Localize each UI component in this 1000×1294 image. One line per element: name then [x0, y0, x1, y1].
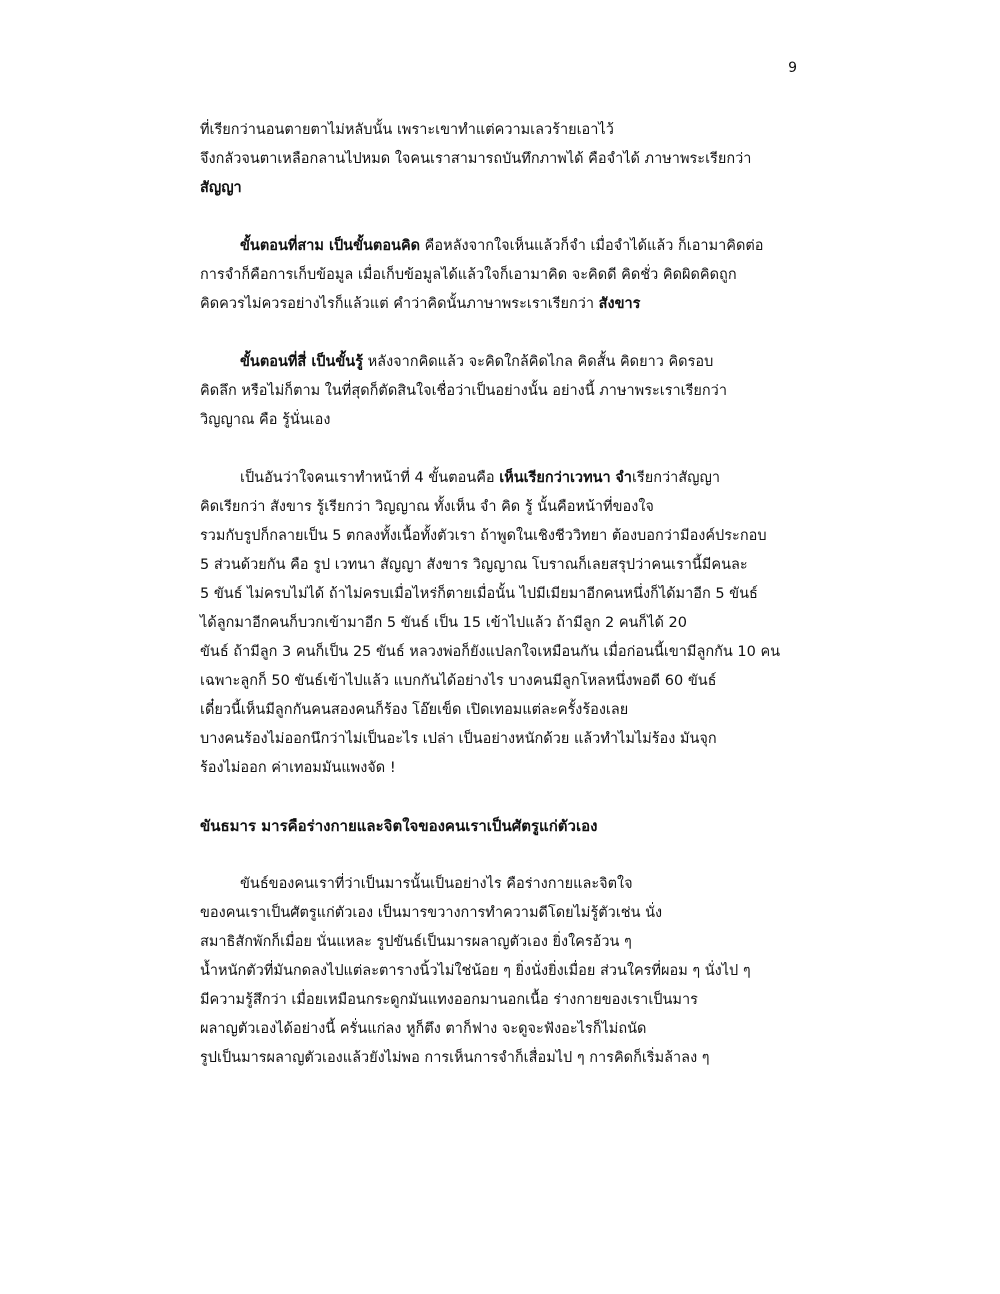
- term-jam: จำ: [615, 470, 632, 486]
- text-line: เดี๋ยวนี้เห็นมีลูกกันคนสองคนก็ร้อง โอ๊ยเข็ด เปิดเทอมแต่ละครั้งร้องเลย: [200, 702, 629, 718]
- text-line: คิดลึก หรือไม่ก็ตาม ในที่สุดก็ตัดสินใจเชื่อว่าเป็นอย่างนั้น อย่างนี้ ภาษาพระเราเรียกว่า: [200, 383, 727, 399]
- text-line: จึงกลัวจนตาเหลือกลานไปหมด ใจคนเราสามารถบันทึกภาพได้ คือจำได้ ภาษาพระเรียกว่า: [200, 151, 752, 167]
- text-line: บางคนร้องไม่ออกนึกว่าไม่เป็นอะไร เปล่า เป็นอย่างหนักด้วย แล้วทำไมไม่ร้อง มันจุก: [200, 731, 717, 747]
- paragraph-1: [200, 116, 805, 203]
- text-line: คิดเรียกว่า สังขาร รู้เรียกว่า วิญญาณ ทั้งเห็น จำ คิด รู้ นั้นคือหน้าที่ของใจ: [200, 499, 654, 515]
- text-line: วิญญาณ คือ รู้นั่นเอง: [200, 412, 331, 428]
- paragraph-gap: [200, 783, 805, 812]
- text-line: ของคนเราเป็นศัตรูแก่ตัวเอง เป็นมารขวางการทำความดีโดยไม่รู้ตัวเช่น นั่ง: [200, 905, 663, 921]
- paragraph-5: [200, 870, 805, 1073]
- paragraph-gap: [200, 841, 805, 870]
- section-heading: ขันธมาร มารคือร่างกายและจิตใจของคนเราเป็นศัตรูแก่ตัวเอง: [200, 817, 598, 835]
- text-run: เป็นอันว่าใจคนเราทำหน้าที่ 4 ขั้นตอนคือ: [240, 470, 500, 486]
- text-line: ร้องไม่ออก ค่าเทอมมันแพงจัด !: [200, 760, 396, 776]
- term-sangkhan: สังขาร: [598, 296, 641, 312]
- page-number: 9: [788, 60, 797, 76]
- document-body: [200, 116, 805, 1073]
- text-line: เฉพาะลูกก็ 50 ขันธ์เข้าไปแล้ว แบกกันได้อย่างไร บางคนมีลูกโหลหนึ่งพอดี 60 ขันธ์: [200, 673, 717, 689]
- text-line: น้ำหนักตัวที่มันกดลงไปแต่ละตารางนิ้วไม่ใช่น้อย ๆ ยิ่งนั่งยิ่งเมื่อย ส่วนใครที่ผอม ๆ นั่งไป ๆ: [200, 963, 751, 979]
- text-line: [200, 290, 805, 319]
- text-run: คิดควรไม่ควรอย่างไรก็แล้วแต่ คำว่าคิดนั้นภาษาพระเราเรียกว่า: [200, 296, 599, 312]
- text-run: เรียกว่าสัญญา: [631, 470, 720, 486]
- text-line: รวมกับรูปก็กลายเป็น 5 ตกลงทั้งเนื้อทั้งตัวเรา ถ้าพูดในเชิงชีววิทยา ต้องบอกว่ามีองค์ประกอบ: [200, 528, 767, 544]
- text-line: ขันธ์ของคนเราที่ว่าเป็นมารนั้นเป็นอย่างไร คือร่างกายและจิตใจ: [240, 876, 633, 892]
- paragraph-3: [200, 348, 805, 435]
- text-line: [200, 348, 805, 377]
- term-vedana: เห็นเรียกว่าเวทนา: [499, 470, 611, 486]
- text-run: คือหลังจากใจเห็นแล้วก็จำ เมื่อจำได้แล้ว ก็เอามาคิดต่อ: [420, 238, 764, 254]
- paragraph-gap: [200, 435, 805, 464]
- text-line: สมาธิสักพักก็เมื่อย นั่นแหละ รูปขันธ์เป็นมารผลาญตัวเอง ยิ่งใครอ้วน ๆ: [200, 934, 632, 950]
- text-run: หลังจากคิดแล้ว จะคิดใกล้คิดไกล คิดสั้น คิดยาว คิดรอบ: [363, 354, 714, 370]
- text-line: ขันธ์ ถ้ามีลูก 3 คนก็เป็น 25 ขันธ์ หลวงพ่อก็ยังแปลกใจเหมือนกัน เมื่อก่อนนี้เขามีลูกกัน 10 คน: [200, 644, 781, 660]
- paragraph-gap: [200, 203, 805, 232]
- paragraph-2: [200, 232, 805, 319]
- text-line: ที่เรียกว่านอนตายตาไม่หลับนั้น เพราะเขาทำแต่ความเลวร้ายเอาไว้: [200, 122, 614, 138]
- text-line: การจำก็คือการเก็บข้อมูล เมื่อเก็บข้อมูลได้แล้วใจก็เอามาคิด จะคิดดี คิดชั่ว คิดผิดคิดถูก: [200, 267, 737, 283]
- text-line: มีความรู้สึกว่า เมื่อยเหมือนกระดูกมันแทงออกมานอกเนื้อ ร่างกายของเราเป็นมาร: [200, 992, 698, 1008]
- paragraph-gap: [200, 319, 805, 348]
- text-line: 5 ส่วนด้วยกัน คือ รูป เวทนา สัญญา สังขาร วิญญาณ โบราณก็เลยสรุปว่าคนเรานี้มีคนละ: [200, 557, 748, 573]
- term-sanya: สัญญา: [200, 180, 242, 196]
- text-line: ผลาญตัวเองได้อย่างนี้ ครั่นแก่ลง หูก็ตึง ตาก็ฟาง จะดูจะฟังอะไรก็ไม่ถนัด: [200, 1021, 647, 1037]
- text-line: รูปเป็นมารผลาญตัวเองแล้วยังไม่พอ การเห็นการจำก็เสื่อมไป ๆ การคิดก็เริ่มล้าลง ๆ: [200, 1050, 710, 1066]
- text-line: 5 ขันธ์ ไม่ครบไม่ได้ ถ้าไม่ครบเมื่อไหร่ก็ตายเมื่อนั้น ไปมีเมียมาอีกคนหนึ่งก็ได้มาอีก 5 ขันธ์: [200, 586, 758, 602]
- text-line: [200, 464, 805, 493]
- step-four-title: ขั้นตอนที่สี่ เป็นขั้นรู้: [240, 354, 364, 370]
- text-line: ได้ลูกมาอีกคนก็บวกเข้ามาอีก 5 ขันธ์ เป็น 15 เข้าไปแล้ว ถ้ามีลูก 2 คนก็ได้ 20: [200, 615, 687, 631]
- paragraph-4: [200, 464, 805, 783]
- text-line: [200, 232, 805, 261]
- step-three-title: ขั้นตอนที่สาม เป็นขั้นตอนคิด: [240, 238, 421, 254]
